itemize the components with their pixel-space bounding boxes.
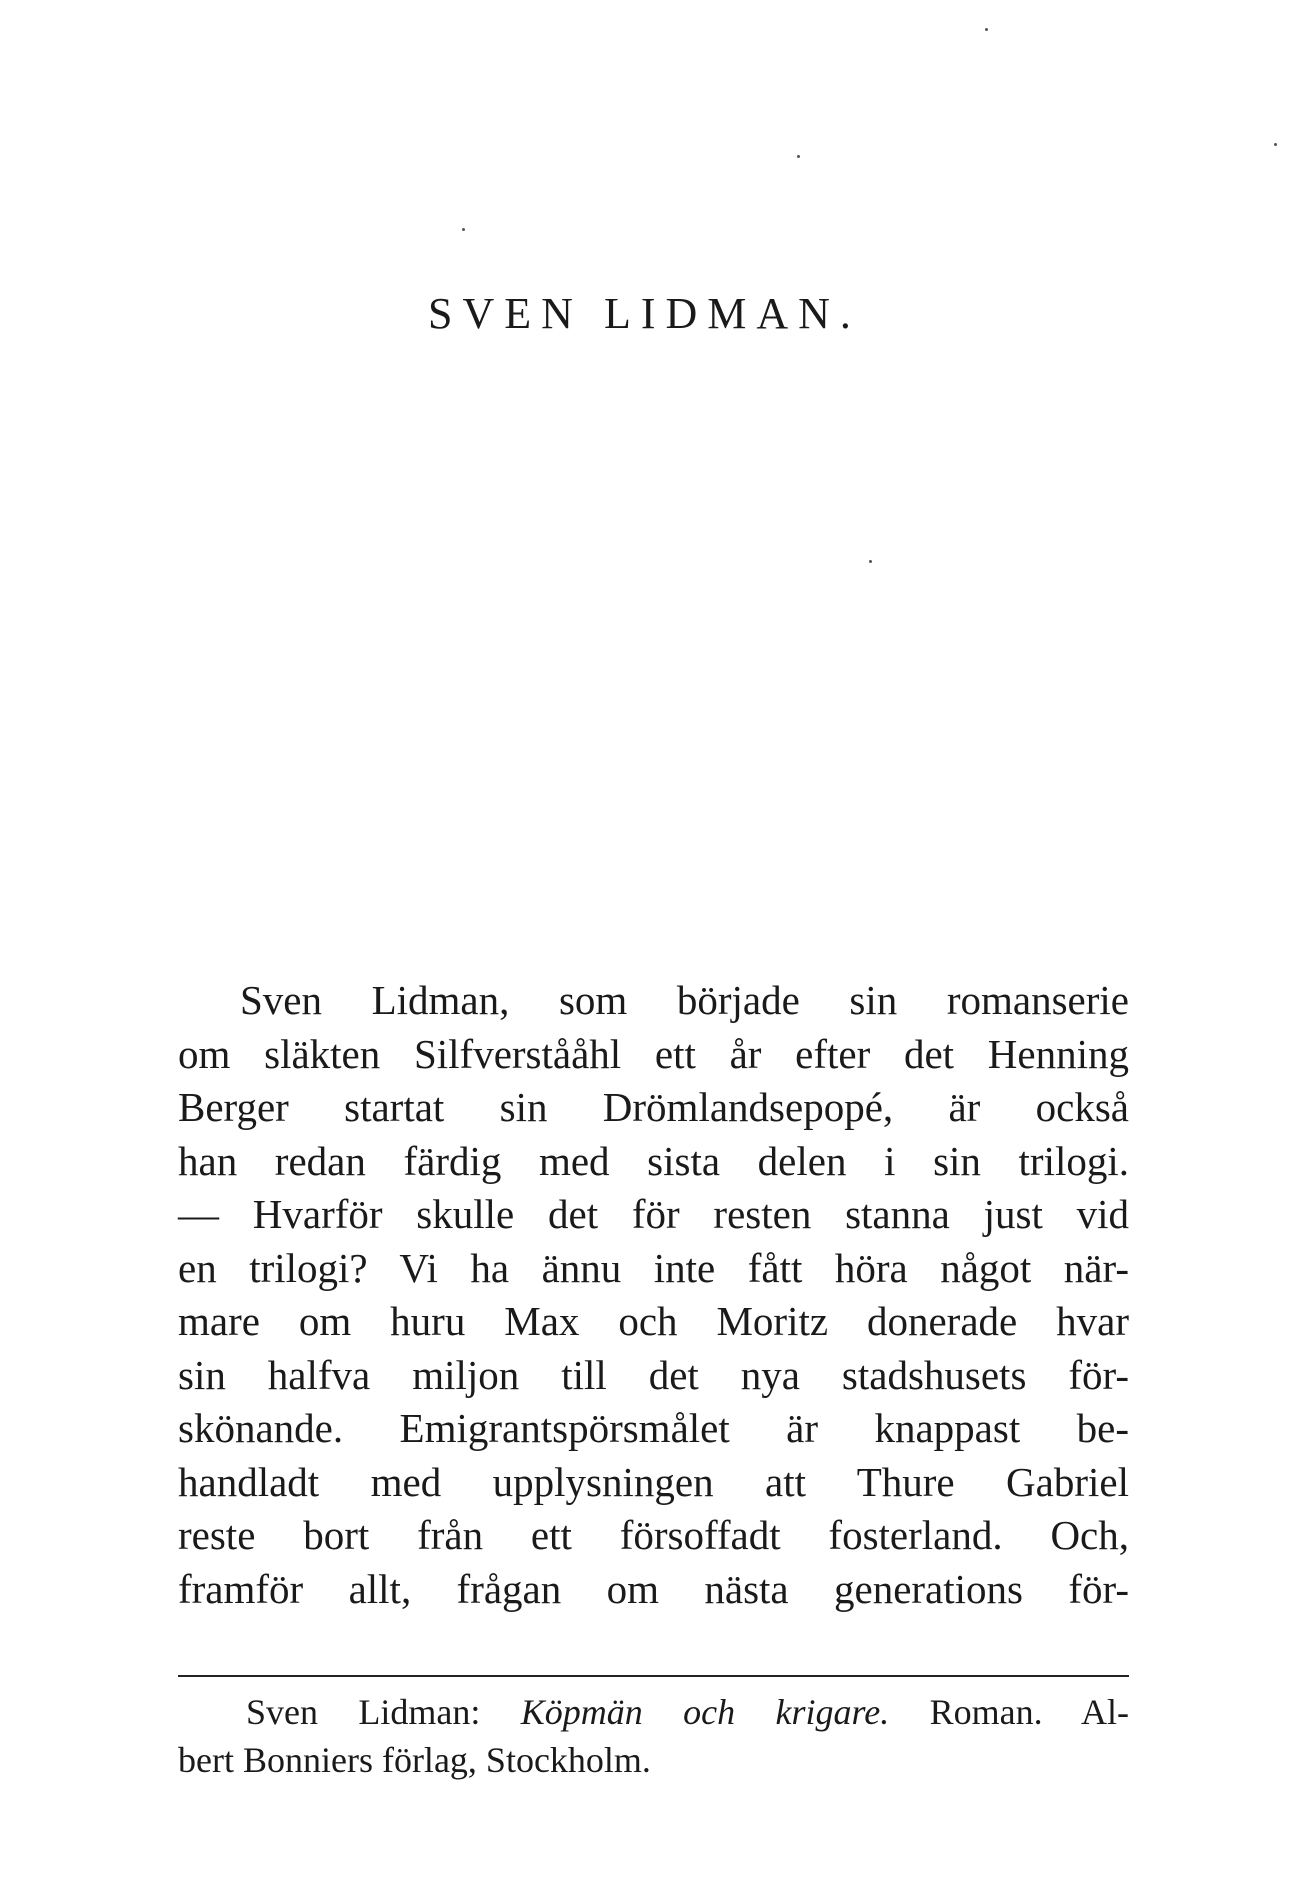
footnote xyxy=(178,1688,1129,1784)
text-line: en trilogi? Vi ha ännu inte fått höra något när- xyxy=(178,1244,1129,1291)
footnote-publisher-start: Roman. Al- xyxy=(929,1692,1130,1732)
paper-speck xyxy=(1274,143,1277,146)
body-paragraph xyxy=(178,974,1129,1616)
text-line: reste bort från ett försoffadt fosterland. Och, xyxy=(178,1512,1129,1558)
footnote-line: bert Bonniers förlag, Stockholm. xyxy=(178,1740,651,1780)
footnote-divider xyxy=(178,1675,1129,1677)
text-line: Sven Lidman, som började sin romanserie xyxy=(240,977,1129,1023)
paper-speck xyxy=(462,228,465,231)
text-line: framför allt, frågan om nästa generations för- xyxy=(178,1565,1129,1612)
text-line: — Hvarför skulle det för resten stanna just vid xyxy=(178,1191,1129,1237)
footnote-author: Sven Lidman: xyxy=(246,1692,481,1732)
paper-speck xyxy=(985,28,988,31)
paper-speck xyxy=(797,155,800,158)
text-line: sin halfva miljon till det nya stadshusets för- xyxy=(178,1351,1129,1398)
text-line: Berger startat sin Drömlandsepopé, är också xyxy=(178,1084,1129,1130)
footnote-line xyxy=(178,1688,1129,1736)
text-line: handladt med upplysningen att Thure Gabriel xyxy=(178,1458,1129,1505)
text-line: han redan färdig med sista delen i sin trilogi. xyxy=(178,1137,1129,1184)
text-line: skönande. Emigrantspörsmålet är knappast be- xyxy=(178,1405,1129,1451)
paper-speck xyxy=(869,560,872,563)
text-line: om släkten Silfverstååhl ett år efter det Henning xyxy=(178,1030,1129,1077)
footnote-book-title: Köpmän och krigare. xyxy=(520,1692,890,1732)
chapter-heading: SVEN LIDMAN. xyxy=(428,289,861,338)
text-line: mare om huru Max och Moritz donerade hvar xyxy=(178,1298,1129,1344)
